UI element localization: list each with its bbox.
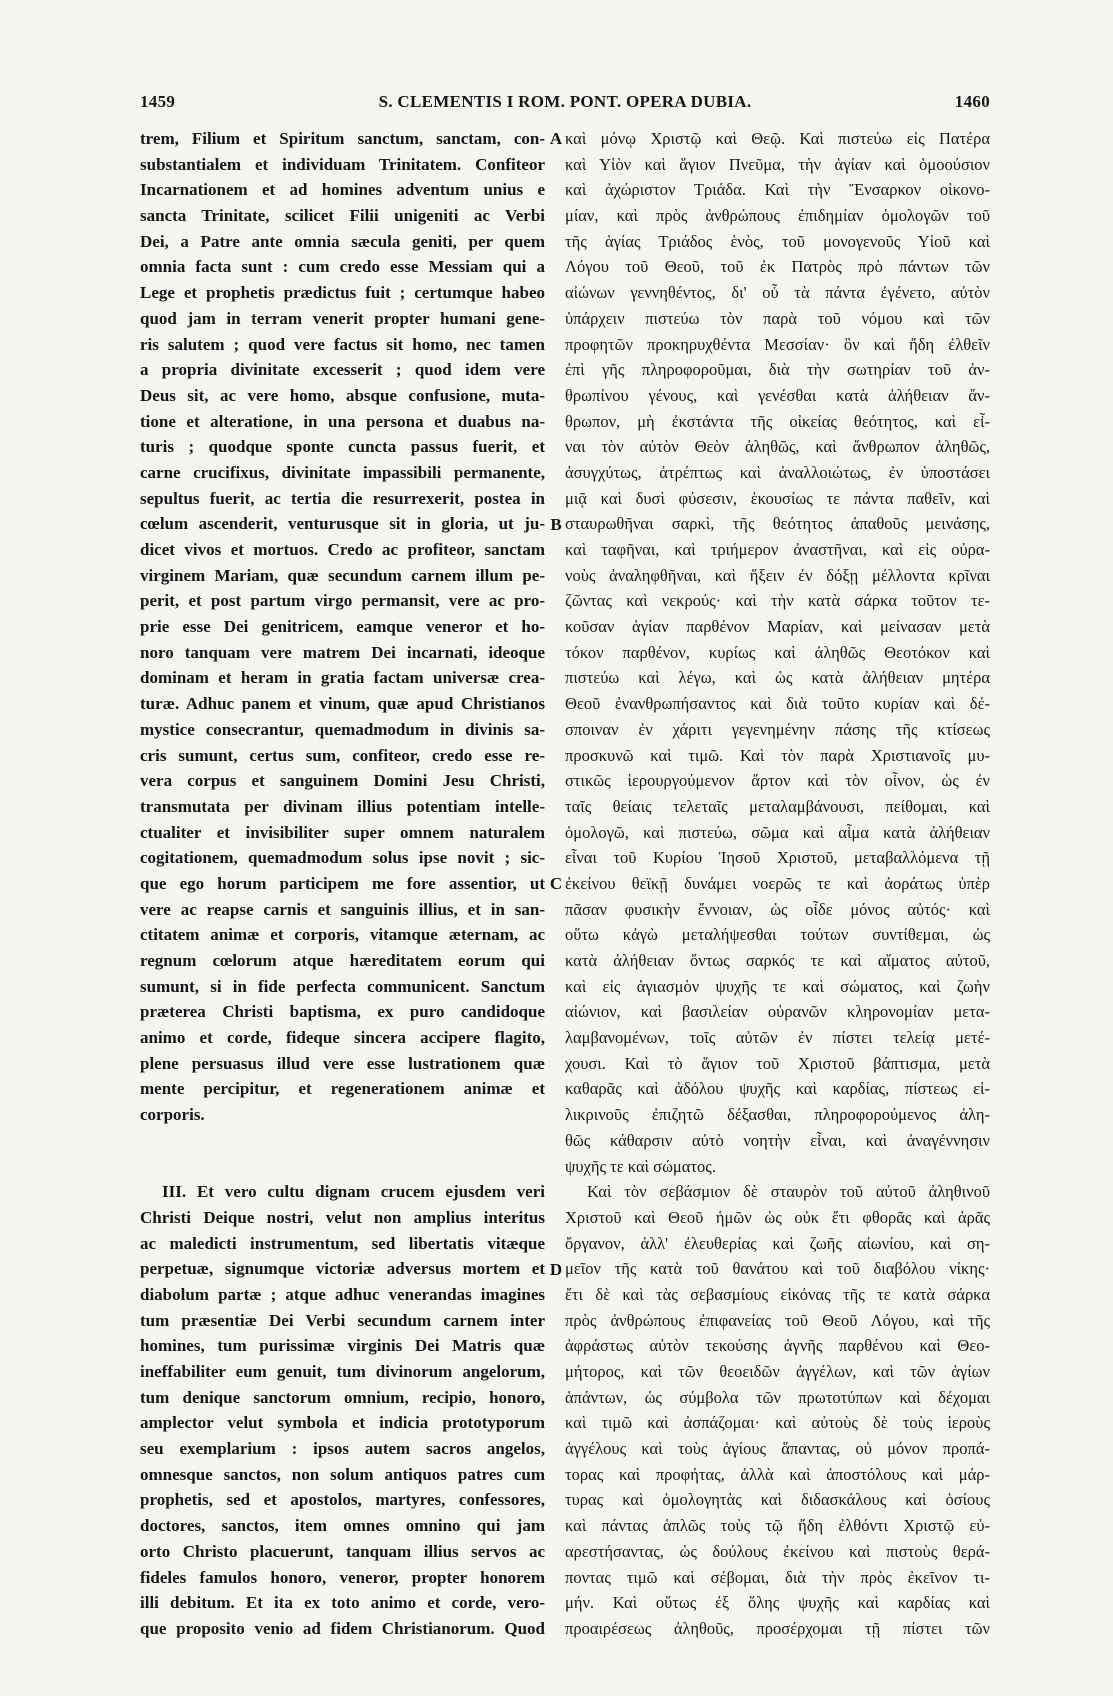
text-line: λαμβανομένων, τοῖς αὐτῶν ἐν πίστει τελείᾳ μετέ- xyxy=(565,1028,990,1048)
text-line: μίαν, καὶ πρὸς ἀνθρώπους ἐπιδημίαν ὁμολογῶν τοῦ xyxy=(565,206,990,226)
text-line: τορας καὶ προφήτας, ἀλλὰ καὶ ἀποστόλους καὶ μάρ- xyxy=(565,1464,990,1484)
greek-paragraph-2 xyxy=(565,1179,990,1641)
text-line: σταυρωθῆναι σαρκὶ, τῆς θεότητος ἀπαθοῦς μεινάσης, xyxy=(565,514,990,534)
text-line: στικῶς ἱερουργούμενον ἄρτον καὶ τὸν οἶνον, ὡς ἐν xyxy=(565,771,990,791)
text-line: Λόγου τοῦ Θεοῦ, τοῦ ἐκ Πατρὸς πρὸ πάντων τῶν xyxy=(565,257,990,277)
text-line: τόκον παρθένον, κυρίως καὶ ἀληθῶς Θεοτόκον καὶ xyxy=(565,642,990,662)
text-line: vere ac reapse carnis et sanguinis illius, et in san- xyxy=(140,899,545,919)
text-line: Lege et prophetis prædictus fuit ; certumque habeo xyxy=(140,283,545,303)
text-line: εἶναι τοῦ Κυρίου Ἰησοῦ Χριστοῦ, μεταβαλλόμενα τῇ xyxy=(565,848,990,868)
text-line: cœlum ascenderit, venturusque sit in gloria, ut ju- xyxy=(140,514,545,534)
text-line: καὶ Υἱὸν καὶ ἅγιον Πνεῦμα, τὴν ἁγίαν καὶ ὁμοούσιον xyxy=(565,154,990,174)
text-line: trem, Filium et Spiritum sanctum, sanctam, con- xyxy=(140,129,545,148)
text-line: ποντας τιμῶ καὶ σέβομαι, διὰ τὴν πρὸς ἐκεῖνον τι- xyxy=(565,1567,990,1587)
text-line: Καὶ τὸν σεβάσμιον δὲ σταυρὸν τοῦ αὐτοῦ ἀληθινοῦ xyxy=(587,1182,990,1202)
text-line: perpetuæ, signumque victoriæ adversus mortem et xyxy=(140,1259,545,1279)
text-line: que proposito venio ad fidem Christianorum. Quod xyxy=(140,1618,545,1638)
text-line: οὕτω κἀγὼ μεταλήψεσθαι τούτων συντίθεμαι, ὡς xyxy=(565,925,990,945)
text-line: tione et alteratione, in una persona et duabus na- xyxy=(140,411,545,431)
text-line: ac maledicti instrumentum, sed libertatis vitæque xyxy=(140,1233,545,1253)
text-line: præterea Christi baptisma, ex puro candidoque xyxy=(140,1002,545,1022)
margin-letter-a: A xyxy=(549,129,563,148)
text-line: dicet vivos et mortuos. Credo ac profiteor, sanctam xyxy=(140,540,545,559)
text-line: ἁπάντων, ὡς σύμβολα τῶν πρωτοτύπων καὶ δέχομαι xyxy=(565,1387,990,1407)
text-line: αρεστήσαντας, ὡς δούλους ἐκείνου καὶ πιστοὺς θερά- xyxy=(565,1541,990,1561)
text-line: diabolum partæ ; atque adhuc venerandas imagines xyxy=(140,1284,545,1304)
text-line: ἀφράστως αὐτὸν τεκούσης ἁγνῆς παρθένου καὶ Θεο- xyxy=(565,1336,990,1356)
text-line: τῆς ἁγίας Τριάδος ἑνὸς, τοῦ μονογενοῦς Υἱοῦ καὶ xyxy=(565,231,990,251)
text-line: ταῖς θείαις τελεταῖς μεταλαμβάνουσι, πείθομαι, καὶ xyxy=(565,796,990,816)
text-line: λικρινοῦς ἐπιζητῶ δέξασθαι, πληροφορούμενος ἀλη- xyxy=(565,1105,990,1125)
margin-letter-c: C xyxy=(549,874,563,894)
text-line: κατὰ ἀλήθειαν ὄντως σαρκός τε καὶ αἵματος αὐτοῦ, xyxy=(565,951,990,970)
text-line: perit, et post partum virgo permansit, vere ac pro- xyxy=(140,591,545,611)
text-line: sancta Trinitate, scilicet Filii unigeniti ac Verbi xyxy=(140,206,545,226)
text-line: vera corpus et sanguinem Domini Jesu Christi, xyxy=(140,771,545,791)
text-line: νοὺς ἀναληφθῆναι, καὶ ἥξειν ἐν δόξῃ μέλλοντα κρῖναι xyxy=(565,565,990,585)
latin-column xyxy=(140,126,545,1642)
text-line: carne crucifixus, divinitate impassibili permanente, xyxy=(140,462,545,482)
text-line: μεῖον τῆς κατὰ τοῦ θανάτου καὶ τοῦ διαβόλου νίκης· xyxy=(565,1259,990,1279)
text-line: καὶ πάντας ἁπλῶς τοὺς τῷ ἤδη ἐλθόντι Χριστῷ εὐ- xyxy=(565,1516,990,1536)
text-line: mente percipitur, et regenerationem animæ et xyxy=(140,1079,545,1099)
margin-letter-b: B xyxy=(550,514,562,534)
text-line: plene persuasus illud vere esse lustrationem quæ xyxy=(140,1053,545,1073)
running-head xyxy=(140,92,990,118)
text-line: turis ; quodque sponte cuncta passus fuerit, et xyxy=(140,437,545,457)
text-line: dominam et heram in gratia factam universæ crea- xyxy=(140,668,545,688)
greek-paragraph-1 xyxy=(565,126,990,1179)
text-line: ἐπὶ γῆς πληροφοροῦμαι, διὰ τὴν σωτηρίαν τοῦ ἀν- xyxy=(565,360,990,380)
text-line: Incarnationem et ad homines adventum unius e xyxy=(140,180,545,200)
text-line: virginem Mariam, quæ secundum carnem illum pe- xyxy=(140,565,545,585)
text-line: καὶ εἰς ἁγιασμὸν ψυχῆς τε καὶ σώματος, καὶ ζωὴν xyxy=(565,976,990,996)
text-line: ψυχῆς τε καὶ σώματος. xyxy=(565,1156,716,1176)
text-line: μήν. Καὶ οὕτως ἐξ ὅλης ψυχῆς καὶ καρδίας καὶ xyxy=(565,1593,990,1613)
text-line: θῶς κάθαρσιν αὐτὸ νοητὴν εἶναι, καὶ ἀναγέννησιν xyxy=(565,1130,990,1150)
text-line: καὶ μόνῳ Χριστῷ καὶ Θεῷ. Καὶ πιστεύω εἰς Πατέρα xyxy=(565,129,990,148)
text-line: fideles famulos honoro, veneror, propter honorem xyxy=(140,1567,545,1587)
text-line: ἐκείνου θεϊκῇ δυνάμει νοερῶς τε καὶ ἀοράτως ὑπὲρ xyxy=(565,873,990,893)
text-line: ὄργανον, ἀλλ' ἐλευθερίας καὶ ζωῆς αἰωνίου, καὶ ση- xyxy=(565,1233,990,1253)
text-line: καὶ ἀχώριστον Τριάδα. Καὶ τὴν Ἔνσαρκον οἰκονο- xyxy=(565,180,990,200)
text-line: θρωπίνου γένους, καὶ γενέσθαι κατὰ ἀλήθειαν ἄν- xyxy=(565,385,990,405)
text-line: ἔτι δὲ καὶ τὰς σεβασμίους εἰκόνας τῆς τε κατὰ σάρκα xyxy=(565,1284,990,1304)
text-line: Deus sit, ac vere homo, absque confusione, muta- xyxy=(140,385,545,405)
left-column-number: 1459 xyxy=(140,92,176,111)
text-line: animo et corde, fideque sincera accipere flagito, xyxy=(140,1028,545,1048)
text-line: ineffabiliter eum genuit, tum divinorum angelorum, xyxy=(140,1362,545,1382)
text-line: doctores, sanctos, item omnes omnino qui jam xyxy=(140,1516,545,1536)
text-line: III. Et vero cultu dignam crucem ejusdem veri xyxy=(162,1182,545,1202)
text-line: corporis. xyxy=(140,1105,205,1125)
text-line: αἰώνων γεννηθέντος, δι' οὗ τὰ πάντα ἐγένετο, αὐτὸν xyxy=(565,283,990,303)
text-line: προσκυνῶ καὶ τιμῶ. Καὶ τὸν παρὰ Χριστιανοῖς μυ- xyxy=(565,745,990,765)
text-line: omnia facta sunt : cum credo esse Messiam qui a xyxy=(140,257,545,277)
text-line: μήτορος, καὶ τῶν θεοειδῶν ἀγγέλων, καὶ τῶν ἁγίων xyxy=(565,1362,990,1381)
text-line: homines, tum purissimæ virginis Dei Matris quæ xyxy=(140,1336,545,1356)
text-line: Dei, a Patre ante omnia sæcula geniti, per quem xyxy=(140,231,545,251)
text-line: πᾶσαν φυσικὴν ἔννοιαν, ὡς οἶδε μόνος αὐτός· καὶ xyxy=(565,899,990,919)
text-line: ζῶντας καὶ νεκρούς· καὶ τὴν κατὰ σάρκα τοῦτον τε- xyxy=(565,591,990,611)
text-line: πιστεύω καὶ λέγω, καὶ ὡς κατὰ ἀλήθειαν μητέρα xyxy=(565,668,990,688)
text-line: καὶ ταφῆναι, καὶ τριήμερον ἀναστῆναι, καὶ εἰς οὐρα- xyxy=(565,540,990,559)
text-line: prophetis, sed et apostolos, martyres, confessores, xyxy=(140,1490,545,1510)
text-line: prie esse Dei genitricem, eamque veneror et ho- xyxy=(140,617,545,637)
text-line: σποιναν ἐν χάριτι γεγενημένην πάσης τῆς κτίσεως xyxy=(565,719,990,739)
text-line: καθαρᾶς καὶ ἀδόλου ψυχῆς καὶ καρδίας, πίστεως εἰ- xyxy=(565,1079,990,1099)
latin-paragraph-2 xyxy=(140,1179,545,1641)
text-line: seu exemplarium : ipsos autem sacros angelos, xyxy=(140,1439,545,1459)
text-line: sepultus fuerit, ac tertia die resurrexerit, postea in xyxy=(140,488,545,508)
running-title: S. CLEMENTIS I ROM. PONT. OPERA DUBIA. xyxy=(378,92,752,111)
text-line: κοῦσαν ἁγίαν παρθένον Μαρίαν, καὶ μείνασαν μετὰ xyxy=(565,617,990,637)
text-line: quod jam in terram venerit propter humani gene- xyxy=(140,308,545,328)
text-line: ὑπάρχειν πιστεύω τὸν παρὰ τοῦ νόμου καὶ τῶν xyxy=(565,308,990,328)
text-line: μιᾷ καὶ δυσὶ φύσεσιν, ἑκουσίως τε πάντα παθεῖν, καὶ xyxy=(565,488,990,508)
text-line: καὶ τιμῶ καὶ ἀσπάζομαι· καὶ αὐτοὺς δὲ τοὺς ἱεροὺς xyxy=(565,1413,990,1433)
text-line: τυρας καὶ ὁμολογητὰς καὶ διδασκάλους καὶ ὁσίους xyxy=(565,1490,990,1510)
text-line: Christi Deique nostri, velut non amplius interitus xyxy=(140,1207,545,1227)
text-line: ὁμολογῶ, καὶ πιστεύω, σῶμα καὶ αἷμα κατὰ ἀλήθειαν xyxy=(565,822,990,842)
text-line: transmutata per divinam illius potentiam intelle- xyxy=(140,796,545,816)
text-line: προφητῶν προκηρυχθέντα Μεσσίαν· ὃν καὶ ἤδη ἐλθεῖν xyxy=(565,334,990,354)
text-line: turæ. Adhuc panem et vinum, quæ apud Christianos xyxy=(140,694,545,714)
text-line: Θεοῦ ἐνανθρωπήσαντος καὶ διὰ τοῦτο κυρίαν καὶ δέ- xyxy=(565,694,990,714)
text-line: cris sumunt, certus sum, confiteor, credo esse re- xyxy=(140,745,545,765)
text-line: αἰώνιον, καὶ βασιλείαν οὐρανῶν κληρονομίαν μετα- xyxy=(565,1002,990,1022)
greek-column xyxy=(565,126,990,1642)
text-line: ctualiter et invisibiliter super omnem naturalem xyxy=(140,822,545,842)
text-line: ἀσυγχύτως, ἀτρέπτως καὶ ἀναλλοιώτως, ἐν ὑποστάσει xyxy=(565,462,990,482)
text-line: ctitatem animæ et corporis, vitamque æternam, ac xyxy=(140,925,545,945)
text-line: tum denique sanctorum omnium, recipio, honoro, xyxy=(140,1387,545,1407)
margin-letter-d: D xyxy=(549,1259,563,1279)
text-line: regnum cœlorum atque hæreditatem eorum qui xyxy=(140,951,545,970)
text-line: a propria divinitate excesserit ; quod idem vere xyxy=(140,360,545,380)
text-line: orto Christo placuerunt, tanquam illius servos ac xyxy=(140,1541,545,1561)
text-line: ris salutem ; quod vere factus sit homo, nec tamen xyxy=(140,334,545,354)
paragraph-gap xyxy=(140,1128,545,1179)
text-line: omnesque sanctos, non solum antiquos patres cum xyxy=(140,1464,545,1484)
text-line: illi debitum. Et ita ex toto animo et corde, vero- xyxy=(140,1593,545,1613)
text-line: χουσι. Καὶ τὸ ἅγιον τοῦ Χριστοῦ βάπτισμα, μετὰ xyxy=(565,1053,990,1073)
text-line: noro tanquam vere matrem Dei incarnati, ideoque xyxy=(140,642,545,662)
text-line: mystice consecrantur, quemadmodum in divinis sa- xyxy=(140,719,545,739)
text-line: cogitationem, quemadmodum solus ipse novit ; sic- xyxy=(140,848,545,868)
text-line: que ego horum participem me fore assentior, ut xyxy=(140,873,545,893)
text-line: θρωπον, μὴ ἐκστάντα τῆς οἰκείας θεότητος, καὶ εἶ- xyxy=(565,411,990,431)
text-line: tum præsentiæ Dei Verbi secundum carnem inter xyxy=(140,1310,545,1330)
text-line: ναι τὸν αὐτὸν Θεὸν ἀληθῶς, καὶ ἄνθρωπον ἀληθῶς, xyxy=(565,437,990,457)
text-line: sumunt, si in fide perfecta communicent. Sanctum xyxy=(140,976,545,996)
text-line: πρὸς ἀνθρώπους ἐπιφανείας τοῦ Θεοῦ Λόγου, καὶ τῆς xyxy=(565,1310,990,1330)
right-column-number: 1460 xyxy=(954,92,990,111)
text-line: ἀγγέλους καὶ τοὺς ἁγίους ἅπαντας, οὐ μόνον προπά- xyxy=(565,1439,990,1459)
latin-paragraph-1 xyxy=(140,126,545,1128)
text-line: προαιρέσεως ἀληθοῦς, προσέρχομαι τῇ πίστει τῶν xyxy=(565,1618,990,1638)
text-line: amplector velut symbola et indicia prototyporum xyxy=(140,1413,545,1433)
text-line: substantialem et individuam Trinitatem. Confiteor xyxy=(140,154,545,174)
text-line: Χριστοῦ καὶ Θεοῦ ἡμῶν ὡς οὐκ ἔτι φθορᾶς καὶ ἀρᾶς xyxy=(565,1207,990,1227)
